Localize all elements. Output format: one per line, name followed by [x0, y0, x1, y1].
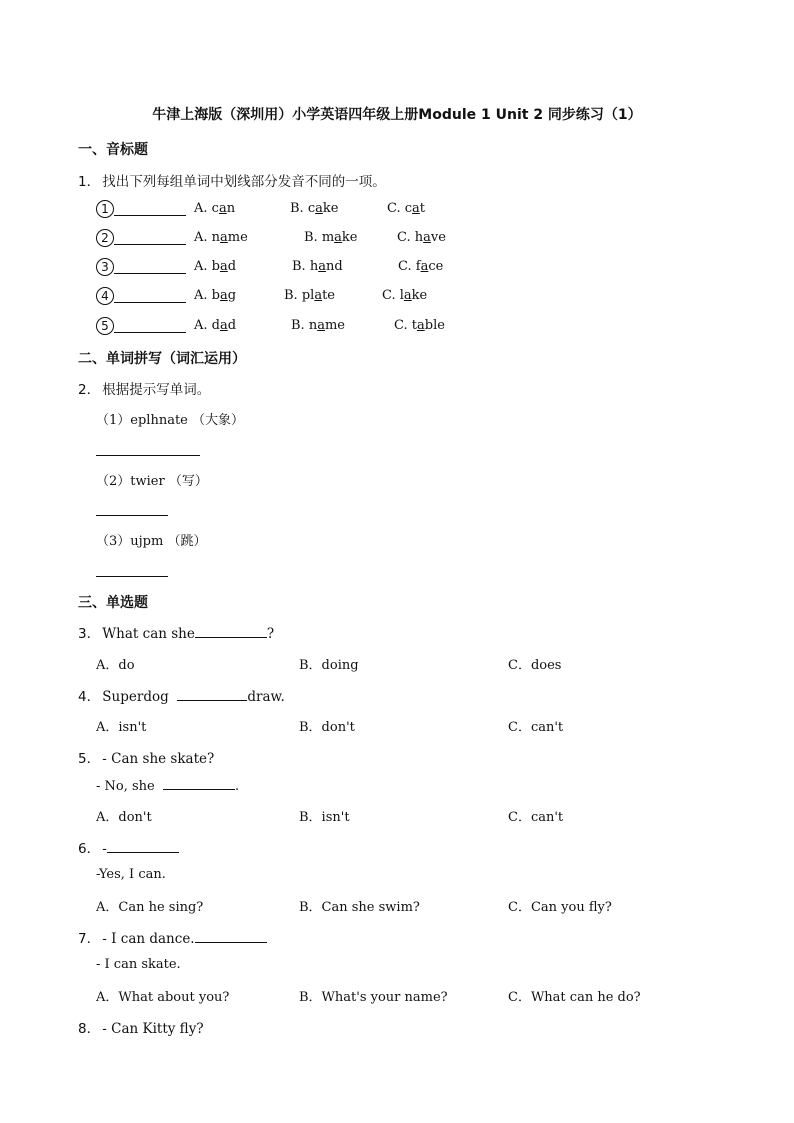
question-text: -: [102, 841, 107, 857]
option-word-part: A. n: [194, 230, 221, 245]
underlined-letter: a: [219, 288, 228, 303]
option-b[interactable]: [292, 259, 343, 274]
answer-blank[interactable]: [114, 203, 186, 216]
answer-blank[interactable]: [177, 688, 247, 701]
option-c[interactable]: [382, 288, 427, 303]
question-5: [78, 747, 214, 767]
question-7-line-2: - I can skate.: [96, 957, 181, 972]
answer-blank[interactable]: [114, 320, 186, 333]
question-3: [78, 622, 274, 642]
question-text: - Can Kitty fly?: [102, 1021, 204, 1037]
option-a[interactable]: A．What about you?: [96, 990, 230, 1005]
question-6: [78, 837, 179, 857]
option-b[interactable]: [304, 230, 358, 245]
answer-blank[interactable]: [107, 840, 179, 853]
option-word-part: ke: [411, 288, 428, 303]
underlined-letter: a: [317, 318, 325, 333]
question-number: 5．: [78, 751, 101, 767]
option-c[interactable]: [398, 259, 443, 274]
option-word-part: B. n: [291, 318, 318, 333]
option-word-part: A. b: [194, 259, 220, 274]
question-text: - I can dance.: [102, 931, 195, 947]
option-c[interactable]: C．does: [508, 658, 562, 673]
question-text: 找出下列每组单词中划线部分发音不同的一项。: [102, 174, 386, 190]
spelling-scrambled-word: （2）twier: [96, 474, 165, 489]
circled-number: 3: [96, 258, 114, 276]
question-text: - No, she: [96, 779, 155, 794]
option-word-part: me: [324, 318, 345, 333]
option-word-part: ve: [430, 230, 446, 245]
option-a[interactable]: A．Can he sing?: [96, 900, 204, 915]
spelling-hint: （跳）: [167, 534, 207, 549]
option-b[interactable]: [291, 318, 345, 333]
section-heading-phonics: 一、音标题: [78, 142, 148, 158]
question-number: 4．: [78, 689, 101, 705]
question-number: 2．: [78, 382, 101, 398]
answer-blank[interactable]: [163, 777, 235, 790]
option-a[interactable]: [194, 259, 236, 274]
option-a[interactable]: [194, 318, 236, 333]
question-text-end: .: [235, 779, 240, 794]
question-8: [78, 1017, 204, 1037]
option-c[interactable]: C．can't: [508, 810, 564, 825]
question-4: [78, 685, 285, 705]
option-a[interactable]: [194, 230, 248, 245]
question-6-line-2: -Yes, I can.: [96, 867, 166, 882]
spelling-hint: （大象）: [192, 413, 245, 428]
option-c[interactable]: C．Can you fly?: [508, 900, 612, 915]
question-text: Superdog: [102, 689, 169, 705]
spelling-hint: （写）: [168, 474, 208, 489]
option-word-part: C. l: [382, 288, 404, 303]
answer-line-2[interactable]: [96, 515, 168, 516]
option-b[interactable]: B．don't: [299, 720, 355, 735]
option-word-part: t: [419, 201, 426, 216]
option-word-part: ble: [424, 318, 445, 333]
spelling-scrambled-word: （1）eplhnate: [96, 413, 188, 428]
underlined-letter: a: [218, 201, 227, 216]
option-b[interactable]: [284, 288, 335, 303]
question-2: [78, 378, 210, 398]
option-word-part: A. c: [194, 201, 219, 216]
circled-number: 4: [96, 287, 114, 305]
option-word-part: C. c: [387, 201, 413, 216]
option-word-part: ke: [341, 230, 358, 245]
section-heading-single-choice: 三、单选题: [78, 595, 148, 611]
option-word-part: nd: [325, 259, 343, 274]
option-c[interactable]: [387, 201, 425, 216]
underlined-letter: a: [334, 230, 342, 245]
underlined-letter: a: [403, 288, 412, 303]
answer-blank[interactable]: [195, 625, 267, 638]
answer-blank[interactable]: [114, 290, 186, 303]
spelling-item-1: [96, 409, 244, 428]
option-word-part: g: [227, 288, 237, 303]
option-a[interactable]: [194, 201, 235, 216]
option-word-part: A. b: [194, 288, 220, 303]
question-number: 1．: [78, 174, 101, 190]
underlined-letter: a: [423, 230, 431, 245]
circled-number: 1: [96, 200, 114, 218]
option-word-part: ke: [322, 201, 339, 216]
option-c[interactable]: [397, 230, 446, 245]
option-word-part: B. h: [292, 259, 319, 274]
question-number: 6．: [78, 841, 101, 857]
underlined-letter: a: [318, 259, 326, 274]
option-b[interactable]: B．Can she swim?: [299, 900, 420, 915]
answer-line-3[interactable]: [96, 576, 168, 577]
question-text: - Can she skate?: [102, 751, 215, 767]
option-word-part: B. c: [290, 201, 316, 216]
underlined-letter: a: [220, 230, 228, 245]
option-word-part: B. pl: [284, 288, 315, 303]
underlined-letter: a: [219, 318, 228, 333]
question-7: [78, 927, 267, 947]
option-word-part: d: [227, 259, 237, 274]
answer-blank[interactable]: [114, 232, 186, 245]
question-number: 7．: [78, 931, 101, 947]
option-word-part: n: [226, 201, 236, 216]
option-a[interactable]: A．do: [96, 658, 135, 673]
option-b[interactable]: B．doing: [299, 658, 359, 673]
question-number: 8．: [78, 1021, 101, 1037]
section-heading-spelling: 二、单词拼写（词汇运用）: [78, 351, 246, 367]
spelling-item-3: [96, 530, 206, 549]
underlined-letter: a: [314, 288, 323, 303]
option-a[interactable]: A．isn't: [96, 720, 147, 735]
page-title: 牛津上海版（深圳用）小学英语四年级上册Module 1 Unit 2 同步练习（1）: [152, 107, 642, 123]
answer-blank[interactable]: [195, 930, 267, 943]
option-b[interactable]: B．isn't: [299, 810, 350, 825]
answer-blank[interactable]: [114, 261, 186, 274]
option-word-part: C. f: [398, 259, 421, 274]
option-a[interactable]: A．don't: [96, 810, 152, 825]
underlined-letter: a: [416, 318, 425, 333]
circled-number: 2: [96, 229, 114, 247]
question-1: [78, 170, 386, 190]
question-text-end: draw.: [247, 689, 285, 705]
question-text: What can she: [102, 626, 195, 642]
option-word-part: A. d: [194, 318, 220, 333]
circled-number: 5: [96, 317, 114, 335]
spelling-item-2: [96, 470, 208, 489]
option-c[interactable]: C．What can he do?: [508, 990, 641, 1005]
question-number: 3．: [78, 626, 101, 642]
underlined-letter: a: [412, 201, 420, 216]
option-b[interactable]: B．What's your name?: [299, 990, 448, 1005]
spelling-scrambled-word: （3）ujpm: [96, 534, 164, 549]
option-word-part: C. h: [397, 230, 424, 245]
option-word-part: me: [227, 230, 248, 245]
underlined-letter: a: [315, 201, 323, 216]
underlined-letter: a: [219, 259, 228, 274]
option-word-part: ce: [428, 259, 444, 274]
option-word-part: C. t: [394, 318, 417, 333]
question-text-end: ?: [266, 626, 275, 642]
option-c[interactable]: C．can't: [508, 720, 564, 735]
option-c[interactable]: [394, 318, 445, 333]
option-b[interactable]: [290, 201, 338, 216]
option-a[interactable]: [194, 288, 236, 303]
underlined-letter: a: [420, 259, 429, 274]
option-word-part: te: [322, 288, 335, 303]
option-word-part: B. m: [304, 230, 335, 245]
question-text: 根据提示写单词。: [102, 382, 211, 398]
answer-line-1[interactable]: [96, 455, 200, 456]
question-5-line-2: [96, 777, 239, 794]
option-word-part: d: [227, 318, 237, 333]
